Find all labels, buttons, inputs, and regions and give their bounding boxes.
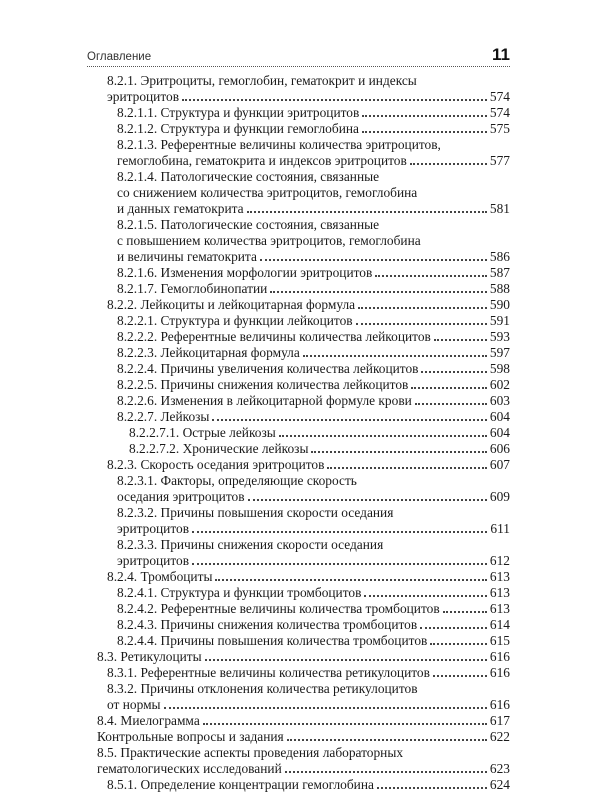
toc-entry-page: 597: [489, 345, 510, 360]
toc-entry: [87, 537, 510, 569]
toc-entry: [87, 601, 510, 617]
toc-entry: [87, 713, 510, 729]
toc-entry-page: 603: [489, 393, 510, 408]
dot-leader: [410, 159, 487, 165]
toc-entry-title: гематологических исследований: [97, 761, 282, 776]
toc-entry-line: [117, 633, 510, 649]
dot-leader: [327, 463, 486, 469]
toc-entry-page: 593: [489, 329, 510, 344]
toc-entry: [87, 585, 510, 601]
toc-entry-title: 8.2.4.2. Референтные величины количества тромбоцитов: [117, 601, 440, 616]
toc-entry-title: 8.2.4.3. Причины снижения количества тромбоцитов: [117, 617, 418, 632]
toc-entry-page: 617: [489, 713, 510, 728]
toc-entry-page: 586: [489, 249, 510, 264]
toc-entry-title: 8.2.1.5. Патологические состояния, связанные: [117, 217, 380, 232]
toc-entry-line: [107, 681, 510, 697]
toc-entry: [87, 281, 510, 297]
toc-entry-page: 615: [489, 633, 510, 648]
toc-entry-page: 604: [489, 409, 510, 424]
toc-entry-page: 613: [489, 585, 510, 600]
toc-entry-line: [107, 297, 510, 313]
toc-entry-line: [117, 265, 510, 281]
dot-leader: [434, 335, 487, 341]
toc-entry: [87, 121, 510, 137]
toc-entry: [87, 361, 510, 377]
toc-entry-line: [107, 569, 510, 585]
toc-entry-title: 8.2.2.1. Структура и функции лейкоцитов: [117, 313, 353, 328]
toc-entry-page: 591: [489, 313, 510, 328]
toc-entry: [87, 729, 510, 745]
toc-entry-page: 574: [489, 89, 510, 104]
dot-leader: [279, 431, 487, 437]
dot-leader: [212, 415, 486, 421]
toc-entry-title: 8.2.1.4. Патологические состояния, связанные: [117, 169, 380, 184]
toc-entry-title: 8.2.2.5. Причины снижения количества лейкоцитов: [117, 377, 409, 392]
toc-entry-line: [97, 713, 510, 729]
toc-entry-title: 8.2.4.4. Причины повышения количества тромбоцитов: [117, 633, 428, 648]
toc-entry: [87, 169, 510, 217]
toc-entry-line: [117, 585, 510, 601]
toc-entry-page: 607: [489, 457, 510, 472]
toc-entry-line: [117, 281, 510, 297]
toc-entry-line: [117, 105, 510, 121]
dot-leader: [303, 351, 487, 357]
dot-leader: [364, 591, 486, 597]
toc-entry-line: [107, 89, 510, 105]
header-title: Оглавление: [87, 51, 152, 63]
toc-entry: [87, 137, 510, 169]
toc-entry-title: 8.2.2. Лейкоциты и лейкоцитарная формула: [107, 297, 356, 312]
toc-entry-line: [117, 521, 510, 537]
dot-leader: [215, 575, 486, 581]
running-header: [87, 42, 510, 67]
dot-leader: [285, 767, 487, 773]
dot-leader: [192, 527, 487, 533]
toc-entry-page: 574: [489, 105, 510, 120]
toc-entry-title: 8.2.2.6. Изменения в лейкоцитарной формуле крови: [117, 393, 412, 408]
toc-entry-title: и данных гематокрита: [117, 201, 244, 216]
toc-entry-title: гемоглобина, гематокрита и индексов эритроцитов: [117, 153, 407, 168]
toc-entry: [87, 105, 510, 121]
dot-leader: [205, 655, 487, 661]
toc-entry-line: [117, 153, 510, 169]
toc-entry-page: 606: [489, 441, 510, 456]
toc-entry-title: от нормы: [107, 697, 161, 712]
toc-entry: [87, 217, 510, 265]
toc-entry: [87, 297, 510, 313]
toc-entry-line: [117, 505, 510, 521]
dot-leader: [362, 127, 487, 133]
toc-entry-page: 581: [489, 201, 510, 216]
table-of-contents: [87, 73, 510, 793]
toc-entry-line: [97, 729, 510, 745]
dot-leader: [420, 623, 487, 629]
toc-entry: [87, 345, 510, 361]
toc-entry-title: 8.2.3.2. Причины повышения скорости оседания: [117, 505, 394, 520]
toc-entry-line: [117, 313, 510, 329]
toc-entry-line: [107, 697, 510, 713]
toc-entry: [87, 505, 510, 537]
toc-entry-line: [117, 617, 510, 633]
toc-entry-line: [117, 489, 510, 505]
dot-leader: [164, 703, 487, 709]
toc-entry-page: 602: [489, 377, 510, 392]
toc-entry-title: 8.2.2.7.1. Острые лейкозы: [129, 425, 276, 440]
toc-entry-title: эритроцитов: [107, 89, 180, 104]
toc-entry-line: [107, 777, 510, 793]
toc-entry-page: 624: [489, 777, 510, 792]
toc-entry-line: [117, 185, 510, 201]
toc-entry-line: [107, 457, 510, 473]
toc-entry-page: 598: [489, 361, 510, 376]
toc-entry-page: 604: [489, 425, 510, 440]
toc-entry-line: [117, 201, 510, 217]
toc-entry: [87, 617, 510, 633]
toc-entry-line: [117, 601, 510, 617]
dot-leader: [248, 495, 487, 501]
dot-leader: [260, 255, 487, 261]
toc-entry-title: 8.2.4.1. Структура и функции тромбоцитов: [117, 585, 362, 600]
toc-entry: [87, 409, 510, 425]
toc-entry-line: [117, 537, 510, 553]
toc-entry-title: Контрольные вопросы и задания: [97, 729, 284, 744]
toc-entry-page: 588: [489, 281, 510, 296]
toc-entry: [87, 393, 510, 409]
toc-entry-title: 8.2.1.2. Структура и функции гемоглобина: [117, 121, 359, 136]
toc-entry-line: [117, 377, 510, 393]
toc-entry-title: 8.2.2.7.2. Хронические лейкозы: [129, 441, 309, 456]
toc-entry-page: 611: [490, 521, 510, 536]
dot-leader: [182, 95, 487, 101]
toc-entry-page: 577: [489, 153, 510, 168]
toc-entry-line: [117, 217, 510, 233]
toc-entry-title: 8.2.4. Тромбоциты: [107, 569, 213, 584]
toc-entry-line: [117, 473, 510, 489]
toc-entry-page: 623: [489, 761, 510, 776]
dot-leader: [362, 111, 487, 117]
toc-entry-title: 8.2.3.1. Факторы, определяющие скорость: [117, 473, 357, 488]
dot-leader: [375, 271, 487, 277]
dot-leader: [247, 207, 487, 213]
toc-entry: [87, 473, 510, 505]
toc-entry-line: [117, 121, 510, 137]
toc-entry-page: 613: [489, 569, 510, 584]
toc-entry-page: 616: [489, 665, 510, 680]
toc-entry: [87, 649, 510, 665]
toc-entry: [87, 665, 510, 681]
dot-leader: [356, 319, 487, 325]
dot-leader: [421, 367, 486, 373]
toc-entry-title: 8.4. Миелограмма: [97, 713, 200, 728]
toc-entry-line: [117, 345, 510, 361]
toc-entry-line: [107, 73, 510, 89]
toc-entry-line: [97, 745, 510, 761]
toc-entry-line: [97, 761, 510, 777]
toc-entry-page: 609: [489, 489, 510, 504]
toc-entry-line: [117, 249, 510, 265]
toc-entry: [87, 681, 510, 713]
toc-entry-line: [107, 665, 510, 681]
toc-entry-title: 8.2.2.3. Лейкоцитарная формула: [117, 345, 300, 360]
toc-entry-title: 8.2.1.7. Гемоглобинопатии: [117, 281, 268, 296]
toc-entry-line: [117, 137, 510, 153]
toc-entry: [87, 777, 510, 793]
toc-entry-title: 8.2.2.2. Референтные величины количества лейкоцитов: [117, 329, 431, 344]
dot-leader: [287, 735, 487, 741]
dot-leader: [377, 783, 487, 789]
toc-entry-line: [117, 553, 510, 569]
toc-entry-line: [129, 425, 510, 441]
toc-entry-page: 616: [489, 649, 510, 664]
toc-entry-title: 8.2.2.4. Причины увеличения количества лейкоцитов: [117, 361, 419, 376]
toc-entry-page: 616: [489, 697, 510, 712]
toc-entry-line: [117, 233, 510, 249]
toc-entry: [87, 329, 510, 345]
toc-entry-line: [129, 441, 510, 457]
dot-leader: [270, 287, 487, 293]
toc-entry-title: 8.5.1. Определение концентрации гемоглобина: [107, 777, 374, 792]
toc-entry-line: [117, 393, 510, 409]
toc-entry-title: эритроцитов: [117, 553, 190, 568]
dot-leader: [415, 399, 487, 405]
toc-entry-line: [117, 409, 510, 425]
toc-entry-title: 8.3. Ретикулоциты: [97, 649, 202, 664]
toc-entry-page: 613: [489, 601, 510, 616]
toc-entry-title: с повышением количества эритроцитов, гемоглобина: [117, 233, 421, 248]
toc-entry-title: оседания эритроцитов: [117, 489, 245, 504]
toc-entry-line: [117, 329, 510, 345]
toc-entry-title: 8.2.3.3. Причины снижения скорости оседания: [117, 537, 384, 552]
dot-leader: [443, 607, 487, 613]
toc-entry-title: 8.2.1.6. Изменения морфологии эритроцитов: [117, 265, 373, 280]
toc-entry-title: и величины гематокрита: [117, 249, 257, 264]
toc-entry-page: 587: [489, 265, 510, 280]
toc-entry: [87, 313, 510, 329]
toc-entry-page: 614: [489, 617, 510, 632]
toc-entry-title: 8.5. Практические аспекты проведения лабораторных: [97, 745, 404, 760]
toc-entry-title: 8.2.2.7. Лейкозы: [117, 409, 210, 424]
dot-leader: [311, 447, 486, 453]
toc-entry: [87, 265, 510, 281]
toc-entry-page: 612: [489, 553, 510, 568]
toc-entry-title: 8.3.2. Причины отклонения количества ретикулоцитов: [107, 681, 418, 696]
toc-entry-line: [117, 169, 510, 185]
toc-entry-line: [117, 361, 510, 377]
dot-leader: [433, 671, 487, 677]
toc-entry-page: 590: [489, 297, 510, 312]
toc-entry-page: 622: [489, 729, 510, 744]
header-page-number: 11: [492, 45, 510, 64]
toc-entry: [87, 377, 510, 393]
toc-entry-title: 8.2.3. Скорость оседания эритроцитов: [107, 457, 325, 472]
toc-entry: [87, 569, 510, 585]
toc-entry: [87, 73, 510, 105]
dot-leader: [358, 303, 487, 309]
dot-leader: [203, 719, 487, 725]
toc-entry-page: 575: [489, 121, 510, 136]
dot-leader: [411, 383, 487, 389]
toc-entry: [87, 425, 510, 441]
toc-entry-title: эритроцитов: [117, 521, 190, 536]
toc-entry-title: 8.2.1. Эритроциты, гемоглобин, гематокрит и индексы: [107, 73, 417, 88]
toc-entry: [87, 441, 510, 457]
dot-leader: [192, 559, 487, 565]
dot-leader: [430, 639, 487, 645]
toc-entry: [87, 457, 510, 473]
toc-entry-title: 8.2.1.1. Структура и функции эритроцитов: [117, 105, 360, 120]
toc-entry-line: [97, 649, 510, 665]
toc-entry-title: со снижением количества эритроцитов, гемоглобина: [117, 185, 418, 200]
toc-entry: [87, 633, 510, 649]
toc-entry-title: 8.2.1.3. Референтные величины количества эритроцитов,: [117, 137, 441, 152]
toc-entry-title: 8.3.1. Референтные величины количества ретикулоцитов: [107, 665, 430, 680]
